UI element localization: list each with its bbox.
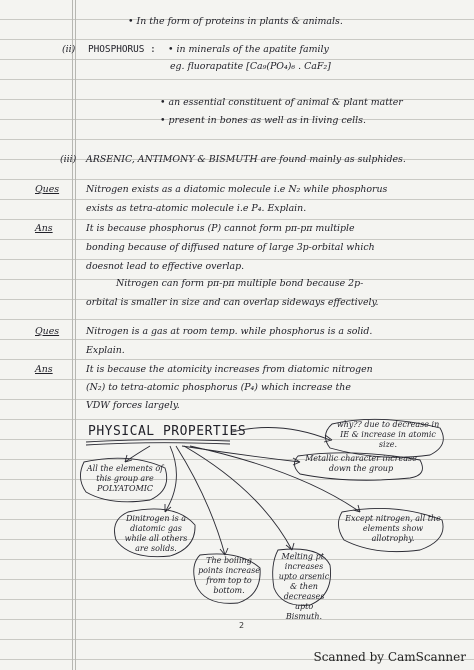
diagram-title: PHYSICAL PROPERTIES	[88, 424, 247, 439]
text-line-apatite: • in minerals of the apatite family	[168, 44, 329, 55]
text-line-sulphides: ARSENIC, ANTIMONY & BISMUTH are found mainly as sulphides.	[86, 154, 406, 165]
text-line-constituent: • an essential constituent of animal & plant matter	[160, 97, 403, 108]
page-number: 2	[239, 621, 245, 630]
text-line-a2a: It is because the atomicity increases from diatomic nitrogen	[86, 364, 373, 375]
text-line-fluorapatite: eg. fluorapatite [Ca₉(PO₄)₆ . CaF₂]	[170, 61, 331, 72]
note-why: why?? due to decrease in IE & increase in atomic size.	[336, 420, 440, 449]
text-line-bones: • present in bones as well as in living cells.	[160, 115, 366, 126]
note-boiling: The boiling points increase from top to bottom.	[198, 556, 260, 595]
note-metallic: Metallic character increase down the group	[305, 454, 417, 473]
note-allotropy: Except nitrogen, all the elements show allotrophy.	[345, 514, 441, 543]
label-ques-2: Ques	[35, 326, 60, 337]
text-line-a1e: orbital is smaller in size and can overlap sideways effectively.	[86, 297, 379, 308]
text-line-a2c: VDW forces largely.	[86, 400, 180, 411]
text-line-q2a: Nitrogen is a gas at room temp. while phosphorus is a solid.	[86, 326, 373, 337]
text-line-a1d: Nitrogen can form pπ-pπ multiple bond because 2p-	[116, 278, 364, 289]
label-ans-2: Ans	[35, 364, 53, 375]
note-polyatomic: All the elements of this group are POLYATOMIC	[86, 464, 164, 493]
scanner-footer: Scanned by CamScanner	[313, 650, 466, 664]
text-line-a1c: doesnot lead to effective overlap.	[86, 261, 245, 272]
note-melting: Melting pt. increases upto arsenic & then decreases upto Bismuth.	[278, 552, 330, 621]
label-ans-1: Ans	[35, 223, 53, 234]
text-line-proteins: • In the form of proteins in plants & animals.	[128, 16, 343, 27]
text-line-q1a: Nitrogen exists as a diatomic molecule i.e N₂ while phosphorus	[86, 184, 388, 195]
text-line-a2b: (N₂) to tetra-atomic phosphorus (P₄) which increase the	[86, 382, 351, 393]
text-line-q2b: Explain.	[86, 345, 125, 356]
note-dinitrogen: Dinitrogen is a diatomic gas while all others are solids.	[124, 514, 188, 553]
text-line-a1b: bonding because of diffused nature of large 3p-orbital which	[86, 242, 375, 253]
marker-iii: (iii)	[60, 154, 77, 165]
marker-ii: (ii)	[62, 44, 76, 55]
text-line-q1b: exists as tetra-atomic molecule i.e P₄. Explain.	[86, 203, 307, 214]
heading-phosphorus: PHOSPHORUS :	[88, 44, 156, 55]
label-ques-1: Ques	[35, 184, 60, 195]
text-line-a1a: It is because phosphorus (P) cannot form pπ-pπ multiple	[86, 223, 355, 234]
